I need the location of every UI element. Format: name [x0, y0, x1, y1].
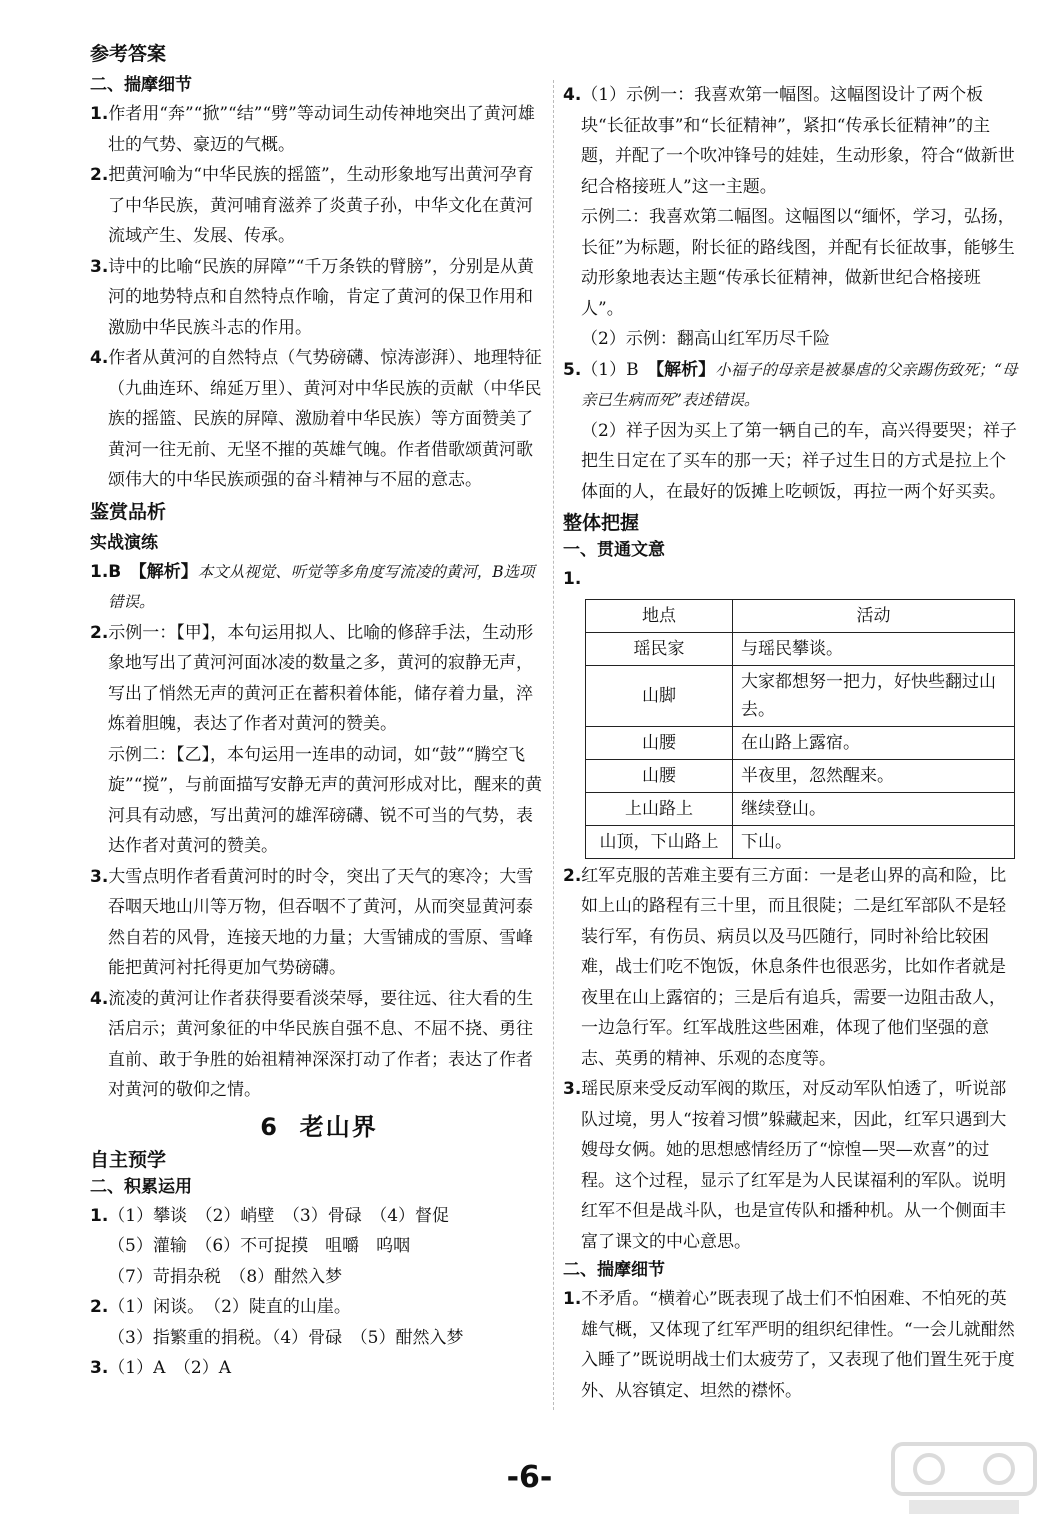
answer-item: 2.把黄河喻为“中华民族的摇篮”，生动形象地写出黄河孕育了中华民族，黄河哺育滋养了炎黄子孙，中华文化在黄河流域产生、发展、传承。	[90, 165, 534, 246]
overall-title: 整体把握	[563, 512, 640, 534]
analysis-tag: 【解析】	[138, 561, 198, 582]
answer-item: 3.诗中的比喻“民族的屏障”“千万条铁的臂膀”，分别是从黄河的地势特点和自然特点作喻，肯定了黄河的保卫作用和激励中华民族斗志的作用。	[90, 256, 535, 338]
table-row: 山腰 半夜里，忽然醒来。	[586, 759, 1015, 792]
answer-item: 3.瑶民原来受反动军阀的欺压，对反动军队怕透了，听说部队过境，男人“按着习惯”躲藏起来，因此，红军只遇到大嫂母女俩。她的思想感情经历了“惊惶—哭—欢喜”的过程。这个过程，显示了红军是为人民谋福利的军队。说明红军不但是战斗队，也是宣传队和播种机。从一个侧面丰富了课文的中心意思。	[563, 1079, 1007, 1252]
section-title: 二、揣摩细节	[563, 1260, 665, 1280]
answer-item: 4.流凌的黄河让作者获得要看淡荣辱，要往远、往大看的生活启示；黄河象征的中华民族自强不息、不屈不挠、勇往直前、敢于争胜的始祖精神深深打动了作者；表达了作者对黄河的敬仰之情。	[90, 988, 534, 1100]
answer-item: 4.（1）示例一：我喜欢第一幅图。这幅图设计了两个板块“长征故事”和“长征精神”，紧扣“传承长征精神”的主题，并配了一个吹冲锋号的娃娃，生动形象，符合“做新世纪合格接班人”这一主题。	[563, 85, 1015, 197]
accum-title: 二、积累运用	[90, 1176, 192, 1197]
appreciation-title: 鉴赏品析	[90, 500, 167, 523]
answer-item: 5.（1）B 【解析】小福子的母亲是被暴虐的父亲踢伤致死；“母亲已生病而死”表述错误。	[563, 359, 1018, 409]
table-row: 山腰 在山路上露宿。	[586, 726, 1015, 759]
table-header-activity: 活动	[733, 599, 1015, 632]
answer-subitem: （2）祥子因为买上了第一辆自己的车，高兴得要哭；祥子把生日定在了买车的那一天；祥子过生日的方式是拉上个体面的人，在最好的饭摊上吃顿饭，再拉一两个好买卖。	[581, 420, 1017, 502]
practice-title: 实战演练	[90, 532, 158, 553]
answers-header: 参考答案	[90, 43, 167, 65]
section-title: 一、贯通文意	[563, 540, 665, 560]
answer-subitem: 示例二：我喜欢第二幅图。这幅图以“缅怀，学习，弘扬，长征”为标题，附长征的路线图，并配有长征故事，能够生动形象地表达主题“传承长征精神，做新世纪合格接班人”。	[581, 207, 1015, 319]
answer-item: 3.大雪点明作者看黄河时的时令，突出了天气的寒冷；大雪吞咽天地山川等万物，但吞咽不了黄河，从而突显黄河泰然自若的风骨，连接天地的力量；大雪铺成的雪原、雪峰能把黄河衬托得更加气势磅礴。	[90, 866, 534, 978]
table-header-place: 地点	[586, 599, 733, 632]
answer-item: 1.（1）攀谈 （2）峭壁 （3）骨碌 （4）督促	[90, 1205, 450, 1226]
answer-subitem: 示例二：【乙】，本句运用一连串的动词，如“鼓”“腾空飞旋”“搅”，与前面描写安静无声的黄河形成对比，醒来的黄河具有动感，写出黄河的雄浑磅礴、锐不可当的气势，表达作者对黄河的赞美。	[108, 744, 543, 856]
activity-table	[585, 599, 1015, 859]
answer-item: 2.（1）闲谈。 （2）陡直的山崖。	[90, 1297, 351, 1317]
left-column	[90, 40, 548, 1384]
page-number: -6-	[506, 1460, 553, 1495]
answer-subitem: （2）示例：翻高山红军历尽千险	[581, 329, 830, 349]
answer-item: 1.B 【解析】本文从视觉、听觉等多角度写流凌的黄河，B选项错误。	[90, 561, 535, 611]
right-column	[563, 80, 1021, 1406]
answer-subitem: （5）灌输 （6）不可捉摸 咀嚼 呜咽	[108, 1236, 411, 1256]
table-row: 山脚 大家都想努一把力，好快些翻过山去。	[586, 665, 1015, 726]
table-header-row	[586, 599, 1015, 632]
answer-item: 2.示例一：【甲】，本句运用拟人、比喻的修辞手法，生动形象地写出了黄河河面冰凌的数量之多，黄河的寂静无声，写出了悄然无声的黄河正在蓄积着体能，储存着力量，淬炼着胆魄，表达了作者对黄河的赞美。	[90, 622, 534, 734]
answer-subitem: （3）指繁重的捐税。（4）骨碌 （5）酣然入梦	[108, 1327, 464, 1348]
table-row: 上山路上 继续登山。	[586, 792, 1015, 825]
table-row: 瑶民家 与瑶民攀谈。	[586, 632, 1015, 665]
watermark-logo-icon	[889, 1438, 1039, 1518]
answer-item: 1.作者用“奔”“掀”“结”“劈”等动词生动传神地突出了黄河雄壮的气势、豪迈的气概。	[90, 104, 535, 155]
answer-item: 3.（1）A （2）A	[90, 1358, 231, 1378]
answer-item: 4.作者从黄河的自然特点（气势磅礴、惊涛澎湃）、地理特征（九曲连环、绵延万里）、黄河对中华民族的贡献（中华民族的摇篮、民族的屏障、激励着中华民族）等方面赞美了黄河一往无前、无坚不摧的英雄气魄。作者借歌颂黄河歌颂伟大的中华民族顽强的奋斗精神与不屈的意志。	[90, 348, 542, 490]
answer-item: 2.红军克服的苦难主要有三方面：一是老山界的高和险，比如上山的路程有三十里，而且很陡；二是红军部队不是轻装行军，有伤员、病员以及马匹随行，同时补给比较困难，战士们吃不饱饭，休息条件也很恶劣，比如作者就是夜里在山上露宿的；三是后有追兵，需要一边阻击敌人，一边急行军。红军战胜这些困难，体现了他们坚强的意志、英勇的精神、乐观的态度等。	[563, 865, 1007, 1069]
answer-subitem: （7）苛捐杂税 （8）酣然入梦	[108, 1266, 343, 1287]
answer-item: 1.不矛盾。“横着心”既表现了战士们不怕困难、不怕死的英雄气概，又体现了红军严明的组织纪律性。“一会儿就酣然入睡了”既说明战士们太疲劳了，又表现了他们置生死于度外、从容镇定、坦然的襟怀。	[563, 1289, 1015, 1401]
preview-title: 自主预学	[90, 1148, 167, 1171]
analysis-tag: 【解析】	[655, 359, 716, 380]
table-row: 山顶，下山路上 下山。	[586, 825, 1015, 858]
answer-item: 1.	[563, 569, 582, 589]
section-title: 二、揣摩细节	[90, 75, 192, 95]
column-divider	[553, 80, 554, 1410]
lesson-title: 6 老山界	[260, 1112, 378, 1141]
